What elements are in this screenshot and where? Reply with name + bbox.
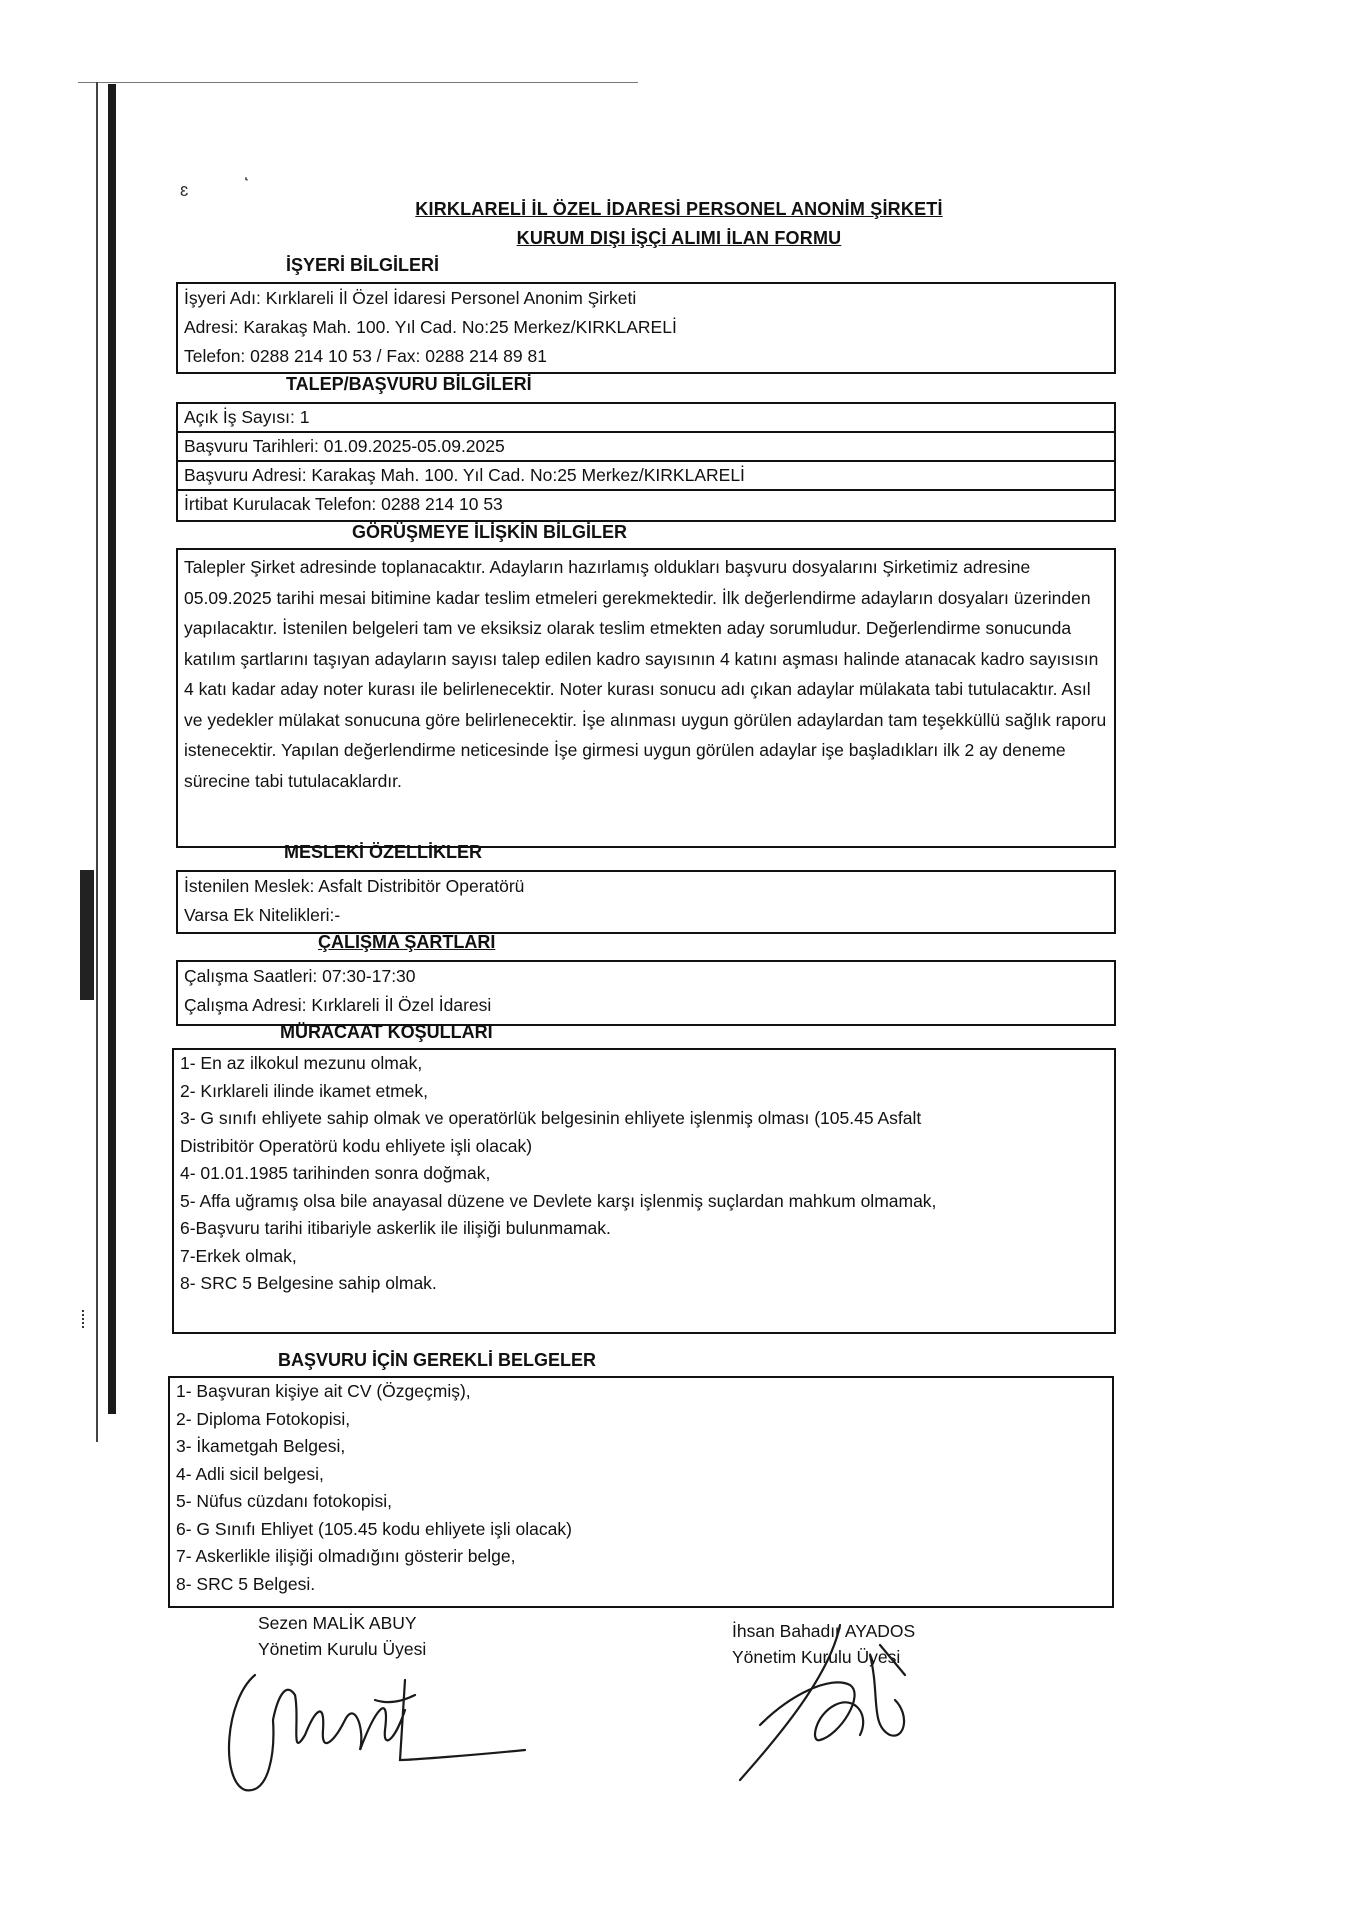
muracaat-item: 5- Affa uğramış olsa bile anayasal düzene ve Devlete karşı işlenmiş suçlardan mahkum olmamak, <box>180 1190 937 1211</box>
muracaat-item: 3- G sınıfı ehliyete sahip olmak ve operatörlük belgesinin ehliyete işlenmiş olması (105.45 Asfalt <box>180 1108 922 1128</box>
signatory-name: Sezen MALİK ABUY <box>258 1613 417 1633</box>
muracaat-item: 7-Erkek olmak, <box>180 1245 297 1266</box>
scan-binding-bar <box>108 84 116 1414</box>
signatory-role: Yönetim Kurulu Üyesi <box>258 1639 427 1659</box>
muracaat-box <box>172 1048 1116 1334</box>
signature-left-icon <box>215 1640 535 1800</box>
belge-item: 8- SRC 5 Belgesi. <box>176 1573 316 1594</box>
scan-mark <box>80 870 94 1000</box>
signatory-name: İhsan Bahadır AYADOS <box>732 1621 916 1641</box>
isyeri-line: İşyeri Adı: Kırklareli İl Özel İdaresi Personel Anonim Şirketi <box>184 288 637 308</box>
isyeri-line: Telefon: 0288 214 10 53 / Fax: 0288 214 89 81 <box>184 346 547 366</box>
calisma-line: Çalışma Adresi: Kırklareli İl Özel İdaresi <box>184 995 492 1015</box>
section-heading-belgeler: BAŞVURU İÇİN GEREKLİ BELGELER <box>278 1350 597 1370</box>
meslek-box <box>176 870 1116 934</box>
page-subtitle: KURUM DIŞI İŞÇİ ALIMI İLAN FORMU <box>516 228 842 248</box>
muracaat-item: 6-Başvuru tarihi itibariyle askerlik ile ilişiği bulunmamak. <box>180 1218 611 1238</box>
talep-line: İrtibat Kurulacak Telefon: 0288 214 10 53 <box>184 494 503 514</box>
muracaat-item: Distribitör Operatörü kodu ehliyete işli olacak) <box>180 1135 533 1156</box>
muracaat-item: 8- SRC 5 Belgesine sahip olmak. <box>180 1273 437 1293</box>
section-heading-meslek: MESLEKİ ÖZELLİKLER <box>284 842 482 862</box>
talep-line: Açık İş Sayısı: 1 <box>178 404 1114 433</box>
meslek-line: Varsa Ek Nitelikleri:- <box>184 905 341 925</box>
belge-item: 5- Nüfus cüzdanı fotokopisi, <box>176 1491 392 1511</box>
section-heading-calisma: ÇALIŞMA ŞARTLARI <box>318 932 496 952</box>
signatory-role: Yönetim Kurulu Üyesi <box>732 1647 901 1667</box>
belge-item: 2- Diploma Fotokopisi, <box>176 1408 351 1429</box>
gorusme-text: Talepler Şirket adresinde toplanacaktır. Adayların hazırlamış oldukları başvuru dosyalarını Şirketimiz adresine 05.09.2025 tarihi mesai bitimine kadar teslim etmeleri gerekmektedir. İlk değerlendirme adayların dosyaları üzerinden yapılacaktır. İstenilen belgeleri tam ve eksiksiz olarak teslim etmekten aday sorumludur. Değerlendirme sonucunda katılım şartlarını taşıyan adayların sayısı talep edilen kadro sayısının 4 katını aşması halinde atanacak kadro sayısısın 4 katı kadar aday noter kurası ile belirlenecektir. Noter kurası sonucu adı çıkan adaylar mülakata tabi tutulacaktır. Asıl ve yedekler mülakat sonucuna göre belirlenecektir. İşe alınması uygun görülen adaylardan tam teşekküllü sağlık raporu istenecektir. Yapılan değerlendirme neticesinde İşe girmesi uygun görülen adaylar işe başladıkları ilk 2 ay deneme sürecine tabi tutulacaklardır. <box>184 557 1107 791</box>
isyeri-box <box>176 282 1116 374</box>
calisma-line: Çalışma Saatleri: 07:30-17:30 <box>184 966 416 986</box>
section-heading-muracaat: MÜRACAAT KOŞULLARI <box>280 1022 493 1042</box>
section-heading-talep: TALEP/BAŞVURU BİLGİLERİ <box>286 374 532 394</box>
belge-item: 1- Başvuran kişiye ait CV (Özgeçmiş), <box>176 1381 471 1401</box>
meslek-line: İstenilen Meslek: Asfalt Distribitör Operatörü <box>184 876 525 896</box>
signature-right-icon <box>720 1615 940 1785</box>
belge-item: 6- G Sınıfı Ehliyet (105.45 kodu ehliyete işli olacak) <box>176 1518 572 1539</box>
gorusme-box <box>176 548 1116 848</box>
section-heading-isyeri: İŞYERİ BİLGİLERİ <box>286 255 440 275</box>
talep-line: Başvuru Tarihleri: 01.09.2025-05.09.2025 <box>178 433 1114 462</box>
muracaat-item: 2- Kırklareli ilinde ikamet etmek, <box>180 1080 428 1101</box>
talep-line: Başvuru Adresi: Karakaş Mah. 100. Yıl Cad. No:25 Merkez/KIRKLARELİ <box>178 462 1114 491</box>
belge-item: 3- İkametgah Belgesi, <box>176 1436 346 1456</box>
belge-item: 4- Adli sicil belgesi, <box>176 1463 324 1484</box>
muracaat-item: 4- 01.01.1985 tarihinden sonra doğmak, <box>180 1163 491 1183</box>
page-title: KIRKLARELİ İL ÖZEL İDARESİ PERSONEL ANONİM ŞİRKETİ <box>415 199 943 219</box>
isyeri-line: Adresi: Karakaş Mah. 100. Yıl Cad. No:25 Merkez/KIRKLARELİ <box>184 317 677 337</box>
section-heading-gorusme: GÖRÜŞMEYE İLİŞKİN BİLGİLER <box>352 522 628 542</box>
calisma-box <box>176 960 1116 1026</box>
scan-mark <box>82 1310 87 1328</box>
talep-box <box>176 402 1116 522</box>
scan-edge-line <box>96 82 98 1442</box>
scan-edge-line <box>78 82 638 83</box>
stray-mark: ɛ <box>180 180 189 200</box>
belge-item: 7- Askerlikle ilişiği olmadığını gösterir belge, <box>176 1546 516 1566</box>
muracaat-item: 1- En az ilkokul mezunu olmak, <box>180 1053 423 1073</box>
belgeler-box <box>168 1376 1114 1608</box>
